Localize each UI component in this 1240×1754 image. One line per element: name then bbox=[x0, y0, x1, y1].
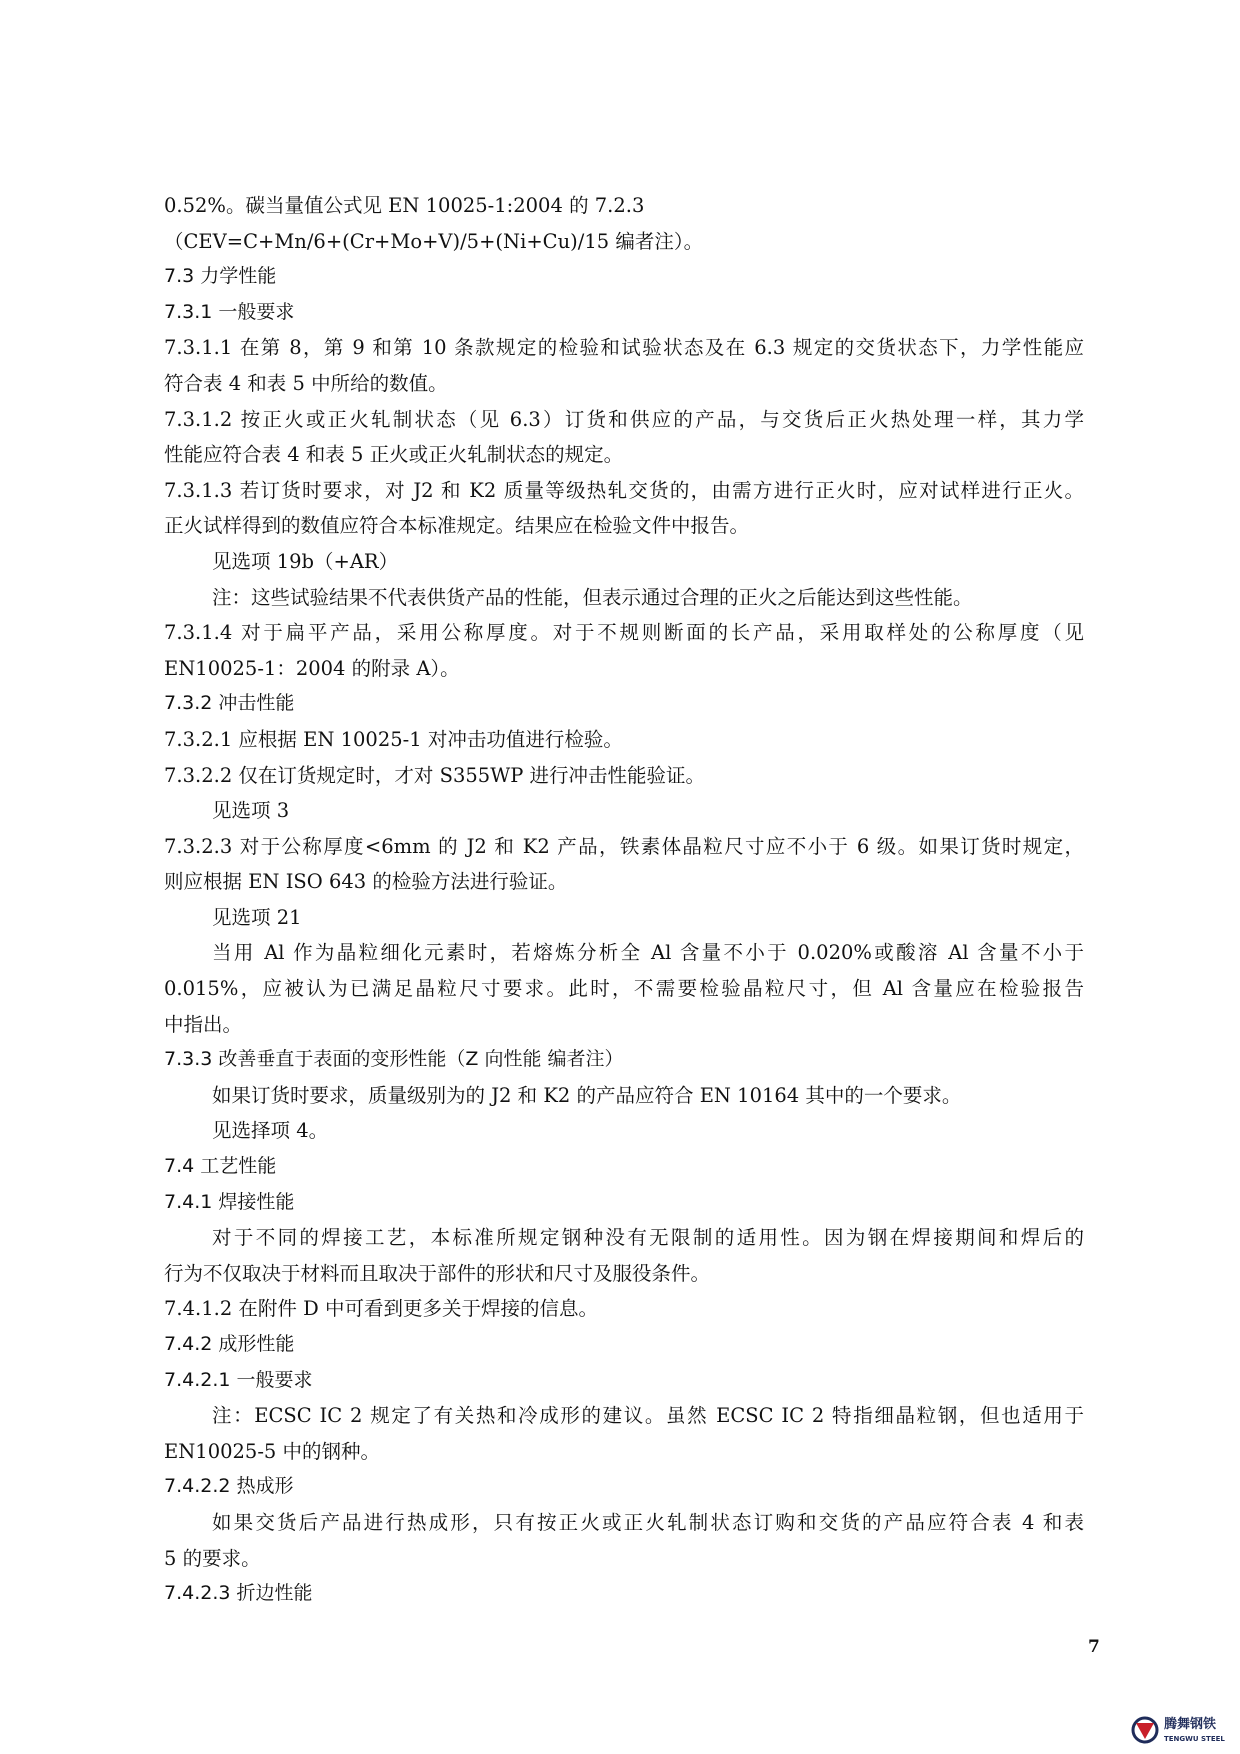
text-line: 0.015%，应被认为已满足晶粒尺寸要求。此时，不需要检验晶粒尺寸，但 Al 含量应在检验报告 bbox=[164, 977, 1084, 1001]
note-line: 注：ECSC IC 2 规定了有关热和冷成形的建议。虽然 ECSC IC 2 特指细晶粒钢，但也适用于 bbox=[212, 1404, 1084, 1428]
text-line: 0.52%。碳当量值公式见 EN 10025-1:2004 的 7.2.3 bbox=[164, 194, 645, 217]
text-line: 7.3.1.3 若订货时要求，对 J2 和 K2 质量等级热轧交货的，由需方进行正火时，应对试样进行正火。 bbox=[164, 478, 1084, 502]
text-line: 7.3.1.4 对于扁平产品，采用公称厚度。对于不规则断面的长产品，采用取样处的公称厚度（见 bbox=[164, 621, 1084, 645]
text-line: 性能应符合表 4 和表 5 正火或正火轧制状态的规定。 bbox=[164, 443, 624, 467]
text-line: 则应根据 EN ISO 643 的检验方法进行验证。 bbox=[164, 870, 568, 894]
text-line: 见选项 19b（+AR） bbox=[212, 549, 399, 573]
text-line: 如果订货时要求，质量级别为的 J2 和 K2 的产品应符合 EN 10164 其中的一个要求。 bbox=[212, 1083, 962, 1107]
text-line: 见选择项 4。 bbox=[212, 1119, 329, 1143]
section-heading: 7.4.2.1 一般要求 bbox=[164, 1368, 313, 1391]
text-line: 行为不仅取决于材料而且取决于部件的形状和尺寸及服役条件。 bbox=[164, 1261, 711, 1285]
text-line: EN10025-5 中的钢种。 bbox=[164, 1439, 381, 1463]
note-line: 注：这些试验结果不代表供货产品的性能，但表示通过合理的正火之后能达到这些性能。 bbox=[212, 585, 973, 609]
text-line: 当用 Al 作为晶粒细化元素时，若熔炼分析全 Al 含量不小于 0.020%或酸溶 Al 含量不小于 bbox=[212, 941, 1084, 965]
text-line: 7.3.1.2 按正火或正火轧制状态（见 6.3）订货和供应的产品，与交货后正火热处理一样，其力学 bbox=[164, 407, 1084, 431]
section-heading: 7.4.2.2 热成形 bbox=[164, 1475, 294, 1498]
section-heading: 7.3.2 冲击性能 bbox=[164, 692, 295, 715]
logo-mark-icon bbox=[1133, 1718, 1157, 1742]
text-line: 见选项 21 bbox=[212, 905, 302, 929]
text-line: 7.3.2.3 对于公称厚度<6mm 的 J2 和 K2 产品，铁素体晶粒尺寸应不小于 6 级。如果订货时规定， bbox=[164, 834, 1084, 858]
text-line: 7.3.1.1 在第 8，第 9 和第 10 条款规定的检验和试验状态及在 6.3 规定的交货状态下，力学性能应 bbox=[164, 336, 1084, 360]
section-heading: 7.4.1 焊接性能 bbox=[164, 1190, 295, 1213]
section-heading: 7.4.2 成形性能 bbox=[164, 1333, 295, 1355]
text-line: （CEV=C+Mn/6+(Cr+Mo+V)/5+(Ni+Cu)/15 编者注）。 bbox=[164, 229, 704, 253]
text-line: 如果交货后产品进行热成形，只有按正火或正火轧制状态订购和交货的产品应符合表 4 和表 bbox=[212, 1510, 1084, 1534]
text-line: 7.4.1.2 在附件 D 中可看到更多关于焊接的信息。 bbox=[164, 1297, 598, 1321]
logo-name-en: TENGWU STEEL bbox=[1164, 1735, 1225, 1743]
page-number: 7 bbox=[1088, 1637, 1100, 1657]
text-line: 见选项 3 bbox=[212, 799, 290, 823]
tengwu-steel-logo bbox=[1130, 1708, 1240, 1748]
text-line: 7.3.2.2 仅在订货规定时，才对 S355WP 进行冲击性能验证。 bbox=[164, 763, 706, 787]
section-heading: 7.4 工艺性能 bbox=[164, 1155, 277, 1178]
text-line: 对于不同的焊接工艺，本标准所规定钢种没有无限制的适用性。因为钢在焊接期间和焊后的 bbox=[212, 1226, 1084, 1250]
section-heading: 7.3 力学性能 bbox=[164, 265, 277, 288]
text-line: 正火试样得到的数值应符合本标准规定。结果应在检验文件中报告。 bbox=[164, 514, 750, 538]
text-line: 符合表 4 和表 5 中所给的数值。 bbox=[164, 371, 448, 395]
text-line: 5 的要求。 bbox=[164, 1546, 261, 1570]
document-body bbox=[164, 188, 1084, 1612]
section-heading: 7.3.1 一般要求 bbox=[164, 300, 295, 323]
text-line: 7.3.2.1 应根据 EN 10025-1 对冲击功值进行检验。 bbox=[164, 727, 623, 751]
section-heading: 7.4.2.3 折边性能 bbox=[164, 1582, 313, 1605]
section-heading: 7.3.3 改善垂直于表面的变形性能（Z 向性能 编者注） bbox=[164, 1048, 624, 1071]
logo-name-zh: 腾舞钢铁 bbox=[1164, 1717, 1217, 1732]
text-line: 中指出。 bbox=[164, 1012, 243, 1036]
text-line: EN10025-1：2004 的附录 A）。 bbox=[164, 656, 460, 680]
